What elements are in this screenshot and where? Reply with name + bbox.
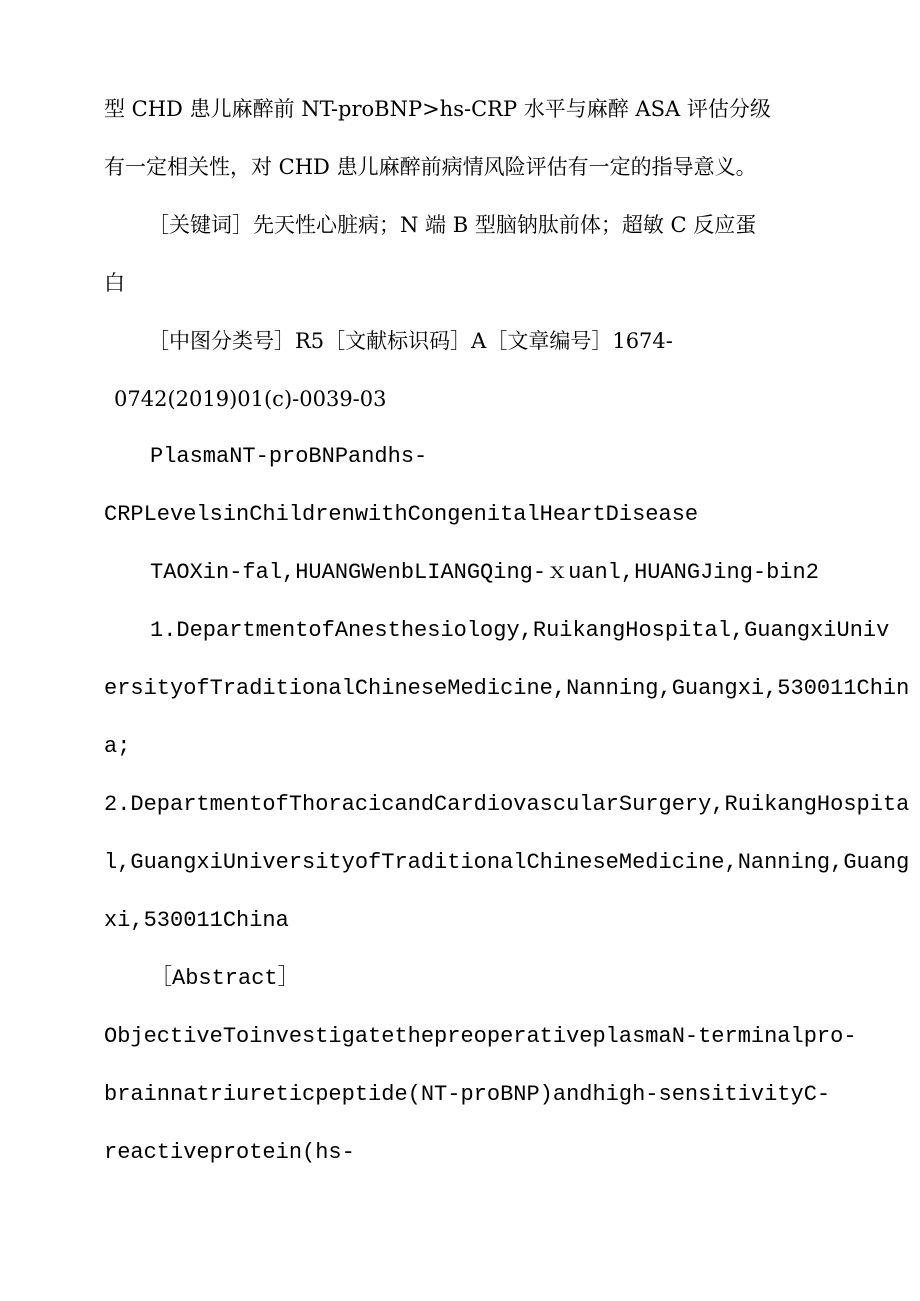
english-title-line-1: PlasmaNT-proBNPandhs-	[150, 444, 428, 469]
affiliation-1-line-3: a;	[104, 734, 131, 759]
keywords-line-2: 白	[104, 271, 125, 295]
affiliation-1-line-1: 1.DepartmentofAnesthesiology,RuikangHospital,GuangxiUniv	[150, 618, 890, 643]
affiliation-2-line-1: 2.DepartmentofThoracicandCardiovascularSurgery,RuikangHospita	[104, 792, 910, 817]
abstract-line-2: brainnatriureticpeptide(NT-proBNP)andhigh-sensitivityC-	[104, 1082, 831, 1107]
affiliation-1-line-2: ersityofTraditionalChineseMedicine,Nanning,Guangxi,530011Chin	[104, 676, 910, 701]
abstract-conclusion-line-1: 型 CHD 患儿麻醉前 NT-proBNP>hs-CRP 水平与麻醉 ASA 评估分级	[104, 97, 771, 121]
abstract-line-1: ObjectiveToinvestigatethepreoperativeplasmaN-terminalpro-	[104, 1024, 857, 1049]
affiliation-2-line-2: l,GuangxiUniversityofTraditionalChineseMedicine,Nanning,Guang	[104, 850, 910, 875]
abstract-heading: ［Abstract］	[150, 966, 300, 991]
classification-line-2: 0742(2019)01(c)-0039-03	[114, 387, 387, 411]
abstract-conclusion-line-2: 有一定相关性，对 CHD 患儿麻醉前病情风险评估有一定的指导意义。	[104, 155, 757, 179]
authors-line: TAOXin-fal,HUANGWenbLIANGQing-ｘuanl,HUANGJing-bin2	[150, 560, 819, 585]
english-title-line-2: CRPLevelsinChildrenwithCongenitalHeartDisease	[104, 502, 699, 527]
classification-line-1: ［中图分类号］R5［文献标识码］A［文章编号］1674-	[148, 329, 673, 353]
affiliation-2-line-3: xi,530011China	[104, 908, 289, 933]
abstract-line-3: reactiveprotein(hs-	[104, 1140, 355, 1165]
keywords-line-1: ［关键词］先天性心脏病；N 端 B 型脑钠肽前体；超敏 C 反应蛋	[148, 213, 757, 237]
